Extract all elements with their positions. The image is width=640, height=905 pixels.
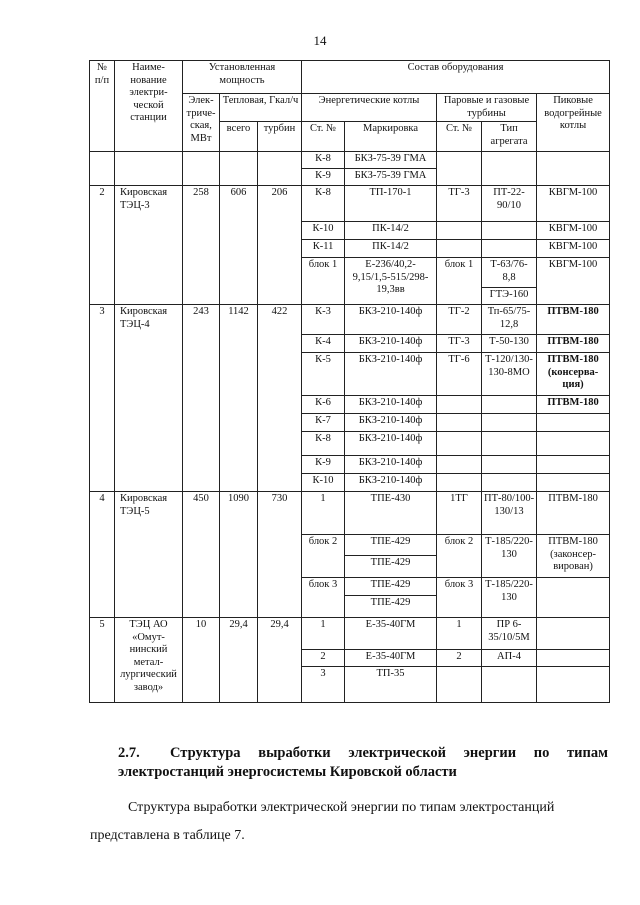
table-cell [537,667,610,703]
table-cell [258,152,302,169]
table-cell: БКЗ-75-39 ГМА [345,152,437,169]
table-cell: ПТ-22-90/10 [482,186,537,222]
table-cell [90,169,115,186]
table-cell [537,169,610,186]
table-cell: ТПЕ-429 [345,556,437,578]
table-cell: К-8 [302,152,345,169]
table-cell [482,474,537,492]
table-cell [437,432,482,456]
table-cell: ПТВМ-180 [537,305,610,335]
table-cell: ТП-170-1 [345,186,437,222]
header-thermal: Тепловая, Гкал/ч [220,94,302,122]
table-cell [437,152,482,169]
table-cell: блок 3 [437,578,482,618]
table-cell: БКЗ-210-140ф [345,474,437,492]
header-peak: Пиковые водогрейные котлы [537,94,610,152]
header-st-num: Ст. № [302,122,345,152]
table-cell: ТГ-3 [437,335,482,353]
table-cell: БКЗ-210-140ф [345,414,437,432]
table-cell: К-11 [302,240,345,258]
table-cell [482,667,537,703]
table-cell [537,474,610,492]
table-cell: 10 [183,618,220,703]
table-cell [220,169,258,186]
table-cell: К-9 [302,169,345,186]
table-cell: К-9 [302,456,345,474]
table-cell: 422 [258,305,302,492]
table-cell: 450 [183,492,220,618]
table-cell [482,169,537,186]
table-cell: 206 [258,186,302,305]
table-cell: блок 3 [302,578,345,618]
header-st-num-2: Ст. № [437,122,482,152]
table-cell [220,152,258,169]
table-cell: 1ТГ [437,492,482,535]
table-cell: Кировская ТЭЦ-3 [115,186,183,305]
table-cell: 3 [90,305,115,492]
table-cell [537,650,610,667]
table-cell: ТПЕ-429 [345,535,437,556]
table-cell [437,240,482,258]
equipment-table [89,60,610,703]
table-cell: ПТВМ-180 [537,396,610,414]
table-cell: 1 [302,492,345,535]
table-cell: Е-236/40,2-9,15/1,5-515/298-19,3вв [345,258,437,305]
table-cell: ПК-14/2 [345,240,437,258]
table-cell: Т-50-130 [482,335,537,353]
table-cell [537,456,610,474]
table-cell: ТГ-2 [437,305,482,335]
table-cell: Т-185/220-130 [482,578,537,618]
table-cell: БКЗ-75-39 ГМА [345,169,437,186]
table-cell: блок 1 [302,258,345,305]
table-cell [183,169,220,186]
table-cell [482,414,537,432]
table-cell [482,432,537,456]
table-cell: ТПЕ-430 [345,492,437,535]
table-cell: ТПЕ-429 [345,578,437,596]
header-boilers: Энергетические котлы [302,94,437,122]
table-cell [437,474,482,492]
table-cell: 730 [258,492,302,618]
table-cell: 2 [302,650,345,667]
table-cell [482,396,537,414]
table-cell: К-10 [302,222,345,240]
table-cell [115,169,183,186]
table-cell: Т-185/220-130 [482,535,537,578]
table-cell: 2 [90,186,115,305]
table-cell: ТПЕ-429 [345,596,437,618]
table-cell: блок 2 [437,535,482,578]
paragraph-line-2: представлена в таблице 7. [90,828,245,843]
table-cell [537,618,610,650]
header-composition: Состав оборудования [302,61,610,94]
table-cell: 243 [183,305,220,492]
table-cell: КВГМ-100 [537,240,610,258]
header-electric: Элек-триче-ская, МВт [183,94,220,152]
table-cell [183,152,220,169]
table-row [90,305,610,335]
header-installed: Установленная мощность [183,61,302,94]
table-cell [482,240,537,258]
table-cell [258,169,302,186]
table-cell: блок 1 [437,258,482,305]
header-total: всего [220,122,258,152]
header-unit-type: Тип агрегата [482,122,537,152]
table-cell: ГТЭ-160 [482,288,537,305]
table-cell: ТГ-3 [437,186,482,222]
table-cell: КВГМ-100 [537,258,610,305]
table-cell: Т-63/76-8,8 [482,258,537,288]
table-row [90,152,610,169]
table-cell: ТГ-6 [437,353,482,396]
table-cell: К-7 [302,414,345,432]
header-turbines: турбин [258,122,302,152]
table-cell: 1142 [220,305,258,492]
table-cell: К-6 [302,396,345,414]
table-cell [482,456,537,474]
table-cell: К-8 [302,432,345,456]
table-row [90,618,610,650]
header-num: № п/п [90,61,115,152]
table-cell: 5 [90,618,115,703]
header-steam-gas: Паровые и газовые турбины [437,94,537,122]
table-cell: К-4 [302,335,345,353]
table-cell: блок 2 [302,535,345,578]
table-cell: ПТВМ-180 [537,492,610,535]
table-row [90,492,610,535]
table-cell: БКЗ-210-140ф [345,456,437,474]
table-row [90,169,610,186]
table-cell [437,667,482,703]
page-number: 14 [313,33,327,48]
table-cell [437,396,482,414]
table-cell: К-10 [302,474,345,492]
table-cell: Тп-65/75-12,8 [482,305,537,335]
table-cell: БКЗ-210-140ф [345,396,437,414]
table-cell: 606 [220,186,258,305]
table-cell: ПК-14/2 [345,222,437,240]
header-name: Наиме-нование электри-ческой станции [115,61,183,152]
table-cell: Кировская ТЭЦ-5 [115,492,183,618]
table-cell: 3 [302,667,345,703]
header-marking: Маркировка [345,122,437,152]
table-cell [115,152,183,169]
table-cell: 29,4 [220,618,258,703]
table-cell [437,169,482,186]
table-cell [482,152,537,169]
table-cell: ПТВМ-180 (законсер-вирован) [537,535,610,578]
table-cell: Е-35-40ГМ [345,618,437,650]
table-cell: БКЗ-210-140ф [345,305,437,335]
table-cell: 1 [302,618,345,650]
table-cell [437,456,482,474]
table-cell: Кировская ТЭЦ-4 [115,305,183,492]
table-cell: КВГМ-100 [537,186,610,222]
table-cell [90,152,115,169]
table-cell: ТП-35 [345,667,437,703]
table-cell: Е-35-40ГМ [345,650,437,667]
table-cell: 258 [183,186,220,305]
table-cell: ПТВМ-180 [537,335,610,353]
table-cell [537,414,610,432]
table-row [90,186,610,222]
table-cell: К-5 [302,353,345,396]
table-cell [537,578,610,618]
table-cell: ПТ-80/100-130/13 [482,492,537,535]
table-cell: БКЗ-210-140ф [345,353,437,396]
table-cell: 1 [437,618,482,650]
table-cell: Т-120/130-130-8МО [482,353,537,396]
table-cell [482,222,537,240]
section-title: Структура выработки электрической энергии по типам электростанций энергосистемы Кировской области [118,745,608,780]
section-number: 2.7. [118,745,140,761]
table-cell: К-3 [302,305,345,335]
table-cell: К-8 [302,186,345,222]
table-cell [437,222,482,240]
table-cell: ТЭЦ АО «Омут-нинский метал-лургический завод» [115,618,183,703]
table-cell [537,152,610,169]
table-cell: 1090 [220,492,258,618]
table-cell: БКЗ-210-140ф [345,432,437,456]
table-cell: 2 [437,650,482,667]
table-cell: ПТВМ-180 (консерва-ция) [537,353,610,396]
table-cell: 29,4 [258,618,302,703]
table-cell: КВГМ-100 [537,222,610,240]
table-cell [437,414,482,432]
section-heading [118,744,608,782]
paragraph-line-1: Структура выработки электрической энергии по типам электростанций [128,800,555,815]
table-cell: БКЗ-210-140ф [345,335,437,353]
table-cell [537,432,610,456]
table-cell: АП-4 [482,650,537,667]
table-cell: ПР 6-35/10/5М [482,618,537,650]
table-cell: 4 [90,492,115,618]
